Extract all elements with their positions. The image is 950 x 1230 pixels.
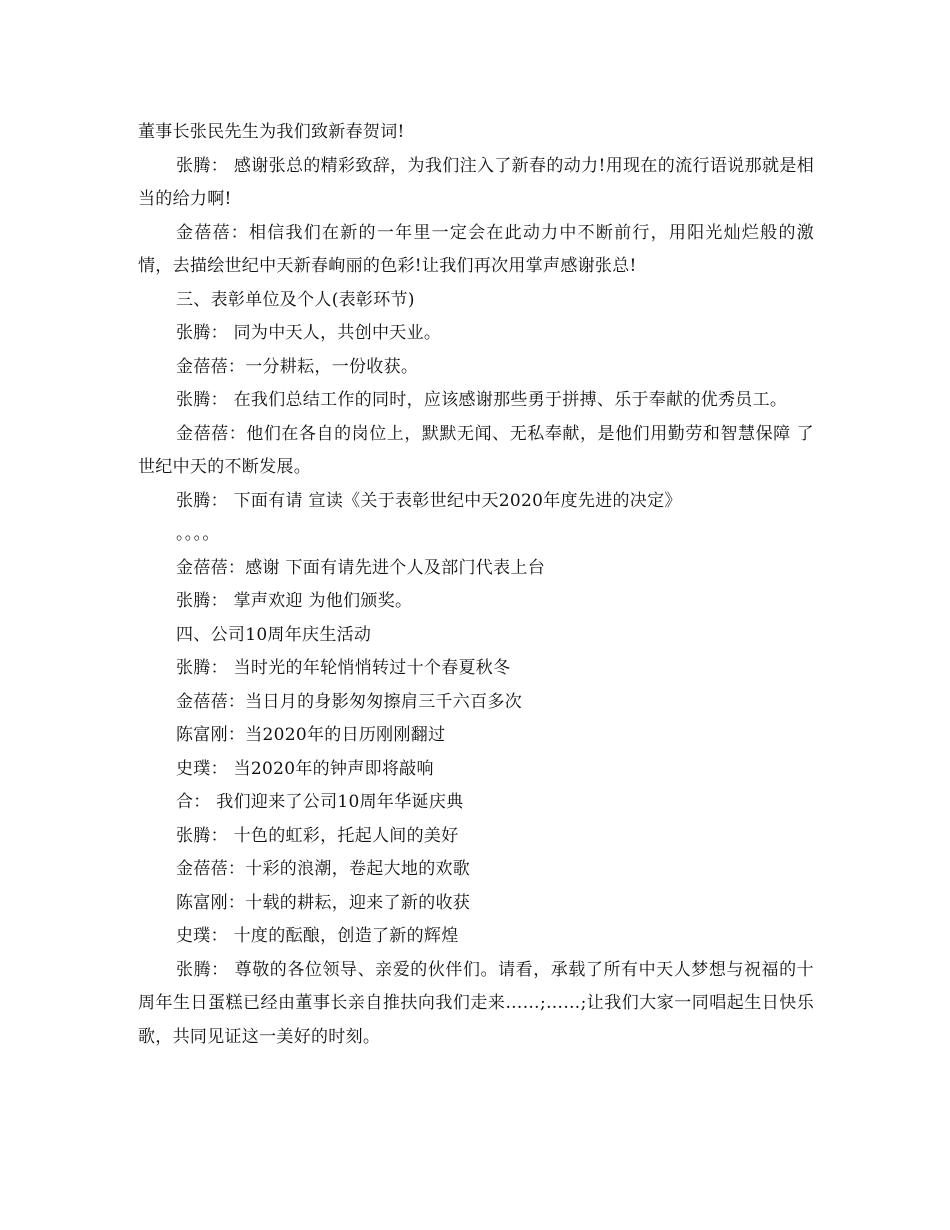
paragraph: 合： 我们迎来了公司10周年华诞庆典 xyxy=(176,792,464,812)
paragraph: 张腾： 尊敬的各位领导、亲爱的伙伴们。请看，承载了所有中天人梦想与祝福的十周年生日蛋糕已经由董事长亲自推扶向我们走来……;……;让我们大家一同唱起生日快乐歌，共同见证这一美好的时刻。 xyxy=(138,959,814,1047)
paragraph: 金蓓蓓：当日月的身影匆匆擦肩三千六百多次 xyxy=(176,691,522,712)
section-heading: 四、公司10周年庆生活动 xyxy=(176,624,372,645)
paragraph: 史璞： 十度的酝酿，创造了新的辉煌 xyxy=(176,926,459,946)
paragraph: 张腾： 在我们总结工作的同时，应该感谢那些勇于拼搏、乐于奉献的优秀员工。 xyxy=(176,390,788,410)
paragraph: 史璞： 当2020年的钟声即将敲响 xyxy=(176,758,434,779)
paragraph: 金蓓蓓：他们在各自的岗位上，默默无闻、无私奉献，是他们用勤劳和智慧保障 了世纪中天的不断发展。 xyxy=(138,423,814,477)
section-heading: 三、表彰单位及个人(表彰环节) xyxy=(176,289,415,310)
paragraph: 陈富刚：十载的耕耘，迎来了新的收获 xyxy=(176,892,471,913)
paragraph: 张腾： 十色的虹彩，托起人间的美好 xyxy=(176,825,459,846)
paragraph: 张腾： 下面有请 宣读《关于表彰世纪中天2020年度先进的决定》 xyxy=(176,490,682,511)
paragraph: 陈富刚：当2020年的日历刚刚翻过 xyxy=(176,725,446,745)
paragraph: 。。。。 xyxy=(176,524,220,544)
paragraph: 金蓓蓓：一分耕耘，一份收获。 xyxy=(176,356,419,377)
paragraph: 张腾： 同为中天人，共创中天业。 xyxy=(176,323,442,343)
paragraph: 董事长张民先生为我们致新春贺词! xyxy=(138,122,405,142)
paragraph: 张腾： 当时光的年轮悄悄转过十个春夏秋冬 xyxy=(176,658,511,678)
paragraph: 金蓓蓓：感谢 下面有请先进个人及部门代表上台 xyxy=(176,557,546,578)
document-body xyxy=(138,116,814,1054)
paragraph: 金蓓蓓：十彩的浪潮，卷起大地的欢歌 xyxy=(176,859,471,879)
paragraph: 金蓓蓓：相信我们在新的一年里一定会在此动力中不断前行，用阳光灿烂般的激情，去描绘世纪中天新春峋丽的色彩!让我们再次用掌声感谢张总! xyxy=(138,222,814,276)
paragraph: 张腾： 感谢张总的精彩致辞，为我们注入了新春的动力!用现在的流行语说那就是相当的给力啊! xyxy=(138,155,814,209)
paragraph: 张腾： 掌声欢迎 为他们颁奖。 xyxy=(176,591,413,611)
